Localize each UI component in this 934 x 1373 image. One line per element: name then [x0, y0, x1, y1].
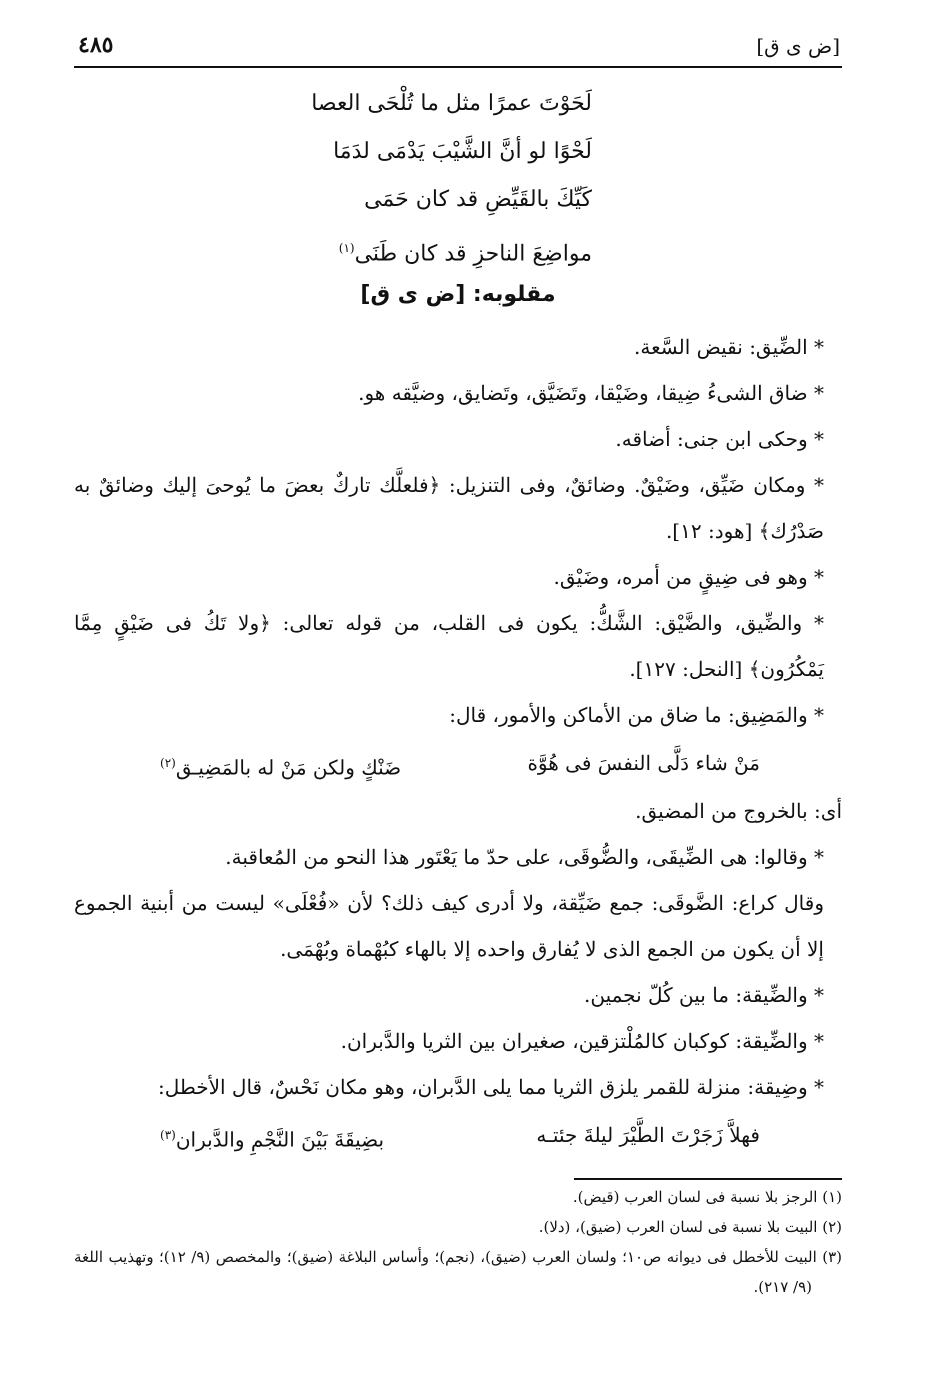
hemistich-second: ضَنْكٍ ولكن مَنْ له بالمَضِيـق$^{(٢)}$: [160, 755, 402, 780]
verse-line: لَحَوْتَ عمرًا مثل ما تُلْحَى العصا: [311, 91, 592, 116]
paragraph: * الضِّيق: نقيض السَّعة.: [634, 335, 824, 359]
paragraph: * ومكان ضَيِّق، وضَيْقٌ. وضائقٌ، وفى التنزيل: ﴿فلعلَّك تاركٌ بعضَ ما يُوحىَ إليك وضائقٌ به صَدْرُك﴾ [هود: ١٢].: [74, 473, 824, 543]
footnote-marker: (١): [338, 241, 355, 255]
footnotes: [74, 1182, 842, 1302]
paragraph: * وقالوا: هى الضِّيقَى، والضُّوقَى، على حدّ ما يَعْتَور هذا النحو من المُعاقبة.: [225, 845, 824, 869]
paragraph: وقال كراع: الضَّوقَى: جمع ضَيِّقة، ولا أدرى كيف ذلك؟ لأن «فُعْلَى» ليست من أبنية الجموع إلا أن يكون من الجمع الذى لا يُفارق واحده إلا بالهاء كبُهْماة وبُهْمَى.: [74, 891, 824, 961]
verse-line: لَحْوًا لو أنَّ الشَّيْبَ يَدْمَى لدَمَا: [333, 139, 592, 164]
paragraph: * والمَضِيق: ما ضاق من الأماكن والأمور، قال:: [449, 703, 824, 727]
book-page: [74, 30, 842, 1350]
sub-heading: مقلوبه: [ض ى ق]: [360, 282, 556, 307]
poem-couplet: [160, 1110, 760, 1160]
paragraph: * والضِّيق، والضَّيْق: الشَّكُّ: يكون فى القلب، من قوله تعالى: ﴿ولا تَكُ فى ضَيْقٍ مِمَّا يَمْكُرُون﴾ [النحل: ١٢٧].: [74, 611, 824, 681]
entry-body: [74, 324, 842, 1160]
footnote-marker: (٢): [160, 756, 176, 770]
hemistich-second: بضِيقَةَ بَيْنَ النَّجْمِ والدَّبران$^{(٣)}$: [160, 1127, 385, 1152]
paragraph: أى: بالخروج من المضيق.: [635, 799, 842, 823]
paragraph: * وضِيقة: منزلة للقمر يلزق الثريا مما يلى الدَّبران، وهو مكان نَحْسٌ، قال الأخطل:: [157, 1075, 824, 1099]
footnote-divider: [574, 1178, 842, 1180]
verse-line: مواضِعَ الناحزِ قد كان طَنَى$^{(١)}$: [338, 241, 592, 267]
hemistich-first: فهلاَّ زَجَرْتَ الطَّيْرَ ليلةَ جئتـه: [536, 1123, 760, 1147]
footnote: (٣) البيت للأخطل فى ديوانه ص١٠؛ ولسان العرب (ضيق)، (نجم)؛ وأساس البلاغة (ضيق)؛ والمخصص (٩/ ١٢)؛ وتهذيب اللغة (٩/ ٢١٧).: [74, 1248, 843, 1296]
paragraph: * وحكى ابن جنى: أضاقه.: [615, 427, 824, 451]
section-reference: [ض ى ق]: [756, 34, 840, 58]
page-header: [74, 30, 842, 68]
paragraph: * ضاق الشىءُ ضِيقا، وضَيْقا، وتَضَيَّق، وتَضايق، وضيَّقه هو.: [358, 381, 824, 405]
hemistich-first: مَنْ شاء دَلَّى النفسَ فى هُوَّة: [527, 751, 760, 775]
poem-couplet: [160, 738, 760, 788]
paragraph: * والضِّيقة: كوكبان كالمُلْتزقين، صغيران بين الثريا والدَّبران.: [340, 1029, 824, 1053]
footnote-marker: (٣): [160, 1128, 176, 1142]
paragraph: * والضِّيقة: ما بين كُلّ نجمين.: [583, 983, 824, 1007]
footnote: (٢) البيت بلا نسبة فى لسان العرب (ضيق)، (دلا).: [538, 1218, 842, 1236]
paragraph: * وهو فى ضِيقٍ من أمره، وضَيْق.: [553, 565, 824, 589]
verse-line: كَيِّكَ بالقَيِّضِ قد كان حَمَى: [364, 187, 592, 212]
rajaz-verse: [172, 80, 592, 272]
footnote: (١) الرجز بلا نسبة فى لسان العرب (قيض).: [572, 1188, 842, 1206]
page-number: ٤٨٥: [78, 32, 114, 58]
